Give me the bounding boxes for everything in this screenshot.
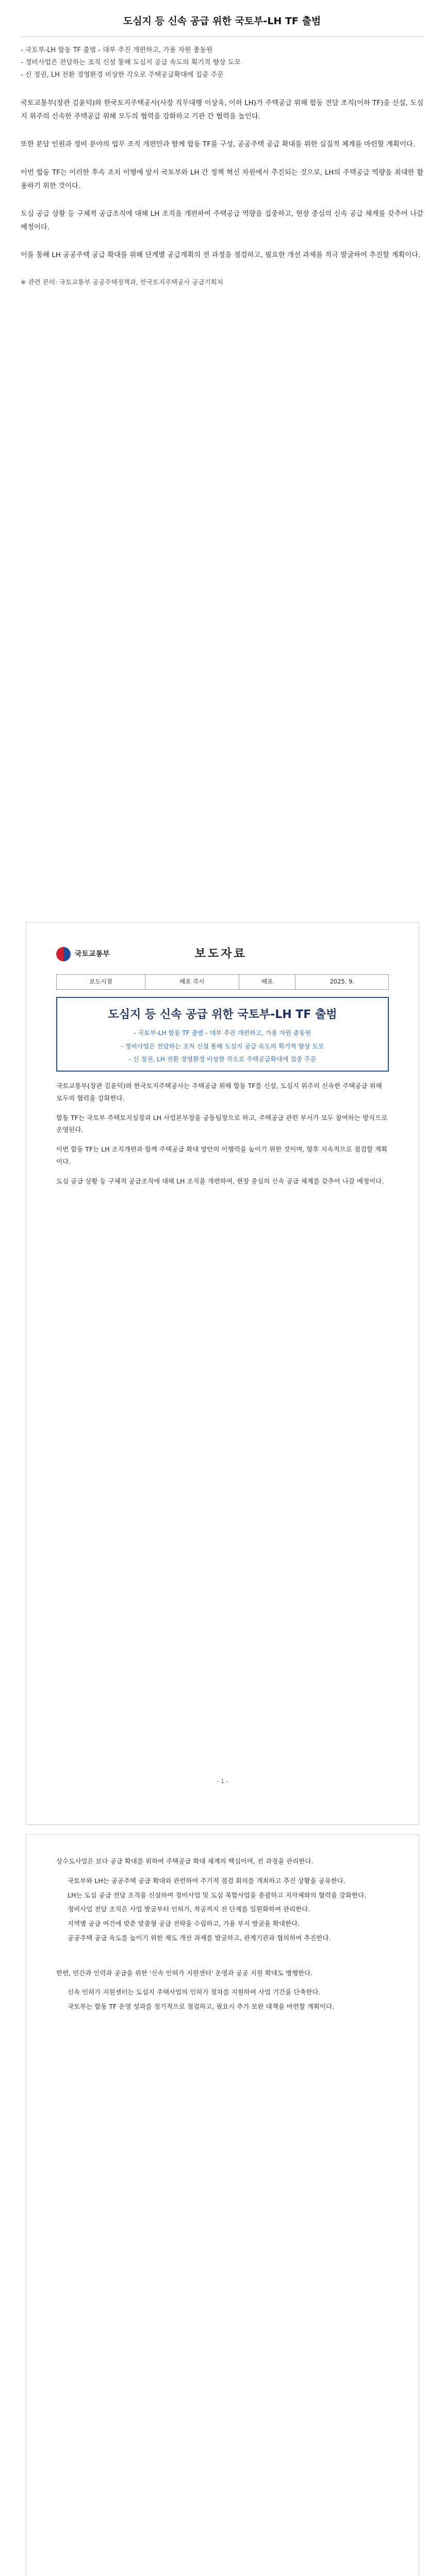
- doc-bullet: [56, 1080, 389, 1105]
- article-paragraph: 국토교통부(장관 김윤덕)와 한국토지주택공사(사장 직무대행 이상욱, 이하 LH)가 주택공급 위해 합동 전담 조직(이하 TF)을 신설, 도심지 위주의 신속한 주택공급 위해 모두의 협력을 강화하고 기관 간 협력을 높인다.: [21, 99, 423, 121]
- document-page-2: [26, 1834, 419, 2576]
- doc-sub-bullet: 신속 인허가 지원센터는 도심지 주택사업의 인허가 절차를 지원하여 사업 기간을 단축한다.: [68, 1988, 321, 1996]
- release-meta-table: [56, 974, 389, 990]
- article-paragraph: 이번 합동 TF는 이러한 후속 조치 이행에 앞서 국토부와 LH 간 정책 혁신 차원에서 추진되는 것으로, LH의 주택공급 역량을 최대한 활용하기 위한 것이다.: [21, 168, 423, 190]
- bullet-text: 도심 공급 상황 등 구체적 공급조직에 대해 LH 조직을 개편하여, 현장 중심의 신속 공급 체계를 갖추어 나갈 예정이다.: [56, 1177, 384, 1185]
- contact-note: ※ 관련 문의: 국토교통부 공공주택정책과, 한국토지주택공사 공급기획처: [21, 278, 223, 286]
- article-paragraph: 또한 분담 인원과 정비 분야의 업무 조직 개편안과 함께 합동 TF를 구성, 공공주택 공급 확대를 위한 실질적 체계를 마련할 계획이다.: [21, 141, 415, 149]
- doc-bullet: [56, 1112, 389, 1137]
- ministry-name: 국토교통부: [75, 950, 110, 958]
- meta-cell: 배포: [239, 974, 295, 989]
- doc-sub-bullet: 공공주택 공급 속도를 높이기 위한 제도 개선 과제를 발굴하고, 관계기관과 협의하여 추진한다.: [68, 1934, 331, 1942]
- doc-bullet: [56, 1855, 389, 1868]
- summary-line: - 국토부-LH 합동 TF 출범 - 대부 추진 개편하고, 가용 자원 총동원: [21, 46, 213, 54]
- article-paragraph: 이를 통해 LH 공공주택 공급 확대를 위해 단계별 공급계획의 전 과정을 점검하고, 필요한 개선 과제를 적극 발굴하여 추진할 계획이다.: [21, 251, 421, 260]
- article: [0, 0, 444, 917]
- doc-sub-bullet: 국토부와 LH는 공공주택 공급 확대와 관련하여 주기적 점검 회의를 개최하고 추진 상황을 공유한다.: [68, 1876, 346, 1885]
- bullet-text: 상수도사업은 보다 공급 확대를 위하여 주택공급 확대 체계의 핵심이며, 전 과정을 관리한다.: [56, 1857, 314, 1865]
- summary-line: - 정비사업은 전담하는 조직 신설 통해 도심지 공급 속도의 획기적 향상 도모: [21, 59, 241, 67]
- bullet-text: 국토교통부(장관 김윤덕)와 한국토지주택공사는 주택공급 위해 합동 TF를 신설, 도심지 위주의 신속한 주택공급 위해 모두의 협력을 강화한다.: [56, 1082, 382, 1102]
- doc-title-box: [56, 997, 389, 1072]
- press-release-label: 보도자료: [194, 947, 247, 960]
- doc-subhead: - 신 정권, LH 전환 경영환경 비상한 각오로 주택공급확대에 집중 주문: [128, 1055, 317, 1063]
- doc-header: [56, 943, 389, 965]
- bullet-text: 이번 합동 TF는 LH 조직개편과 함께 주택공급 확대 방안의 이행력을 높이기 위한 것이며, 향후 지속적으로 점검할 계획이다.: [56, 1145, 388, 1165]
- doc-bullet: [56, 1175, 389, 1188]
- article-title: 도심지 등 신속 공급 위한 국토부-LH TF 출범: [123, 15, 321, 27]
- summary-line: - 신 정권, LH 전환 경영환경 비상한 각오로 주택공급확대에 집중 주문: [21, 71, 224, 79]
- meta-cell: 배포 즉시: [145, 974, 239, 989]
- meta-cell: 보도시점: [57, 974, 145, 989]
- article-paragraph: 도심 공급 상황 등 구체적 공급조직에 대해 LH 조직을 개편하여 주택공급 역량을 집중하고, 현장 중심의 신속 공급 체계를 갖추어 나갈 예정이다.: [21, 210, 423, 231]
- doc-sub-bullet: 국토부는 합동 TF 운영 성과를 정기적으로 점검하고, 필요시 추가 보완 대책을 마련할 계획이다.: [68, 2003, 335, 2010]
- doc-subhead: - 국토부-LH 합동 TF 출범 - 대부 추진 개편하고, 가용 자원 총동원: [134, 1029, 311, 1037]
- bullet-text: 한편, 민간과 인력과 공급을 위한 '신속 인허가 지원센터' 운영과 공공 지원 확대도 병행한다.: [56, 1969, 313, 1977]
- doc-bullet: [56, 1967, 389, 1979]
- meta-cell: 2025. 9.: [295, 974, 389, 989]
- doc-bullet: [56, 1143, 389, 1168]
- article-summary: [21, 44, 423, 81]
- government-emblem-icon: [56, 947, 71, 961]
- ministry-logo: [56, 947, 110, 961]
- bullet-text: 합동 TF는 국토부 주택토지실장과 LH 사업본부장을 공동팀장으로 하고, 주택공급 관련 부서가 모두 참여하는 방식으로 운영된다.: [56, 1113, 388, 1134]
- doc-sub-bullet: LH는 도심 공급 전담 조직을 신설하여 정비사업 및 도심 복합사업을 총괄하고 지자체와의 협력을 강화한다.: [68, 1891, 367, 1899]
- document-page-1: [26, 922, 419, 1825]
- page-number: - 1 -: [217, 1778, 228, 1785]
- doc-sub-bullet: 정비사업 전담 조직은 사업 발굴부터 인허가, 착공까지 전 단계를 일원화하여 관리한다.: [68, 1905, 310, 1913]
- doc-subhead: - 정비사업은 전담하는 조직 신설 통해 도심지 공급 속도의 획기적 향상 도모: [121, 1042, 324, 1050]
- doc-sub-bullet: 지역별 공급 여건에 맞춘 맞춤형 공급 전략을 수립하고, 가용 부지 발굴을 확대한다.: [68, 1920, 300, 1927]
- doc-title: 도심지 등 신속 공급 위한 국토부-LH TF 출범: [108, 1008, 337, 1021]
